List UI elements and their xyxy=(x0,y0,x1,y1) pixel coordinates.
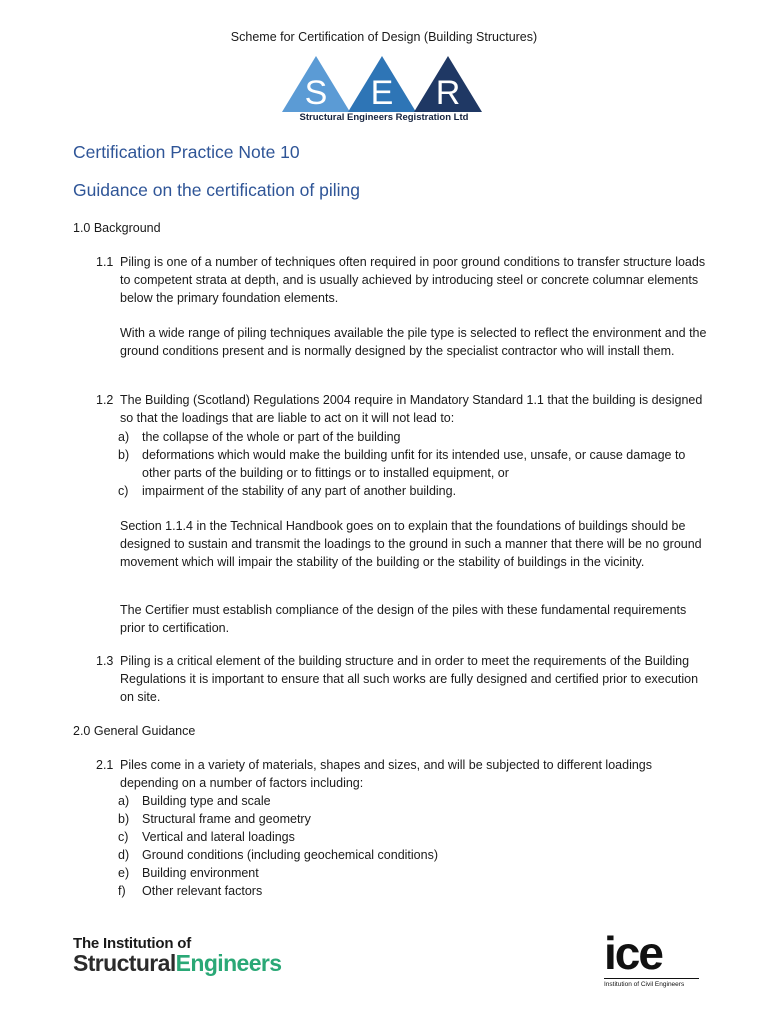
ice-logo xyxy=(604,927,699,992)
pile-factors-list xyxy=(118,792,708,900)
istructe-logo-line2: StructuralEngineers xyxy=(73,950,282,976)
paragraph-2-1 xyxy=(96,756,706,792)
list-item: b) deformations which would make the building unfit for its intended use, unsafe, or cause damage to other parts of the building or to fittings or to installed equipment, or xyxy=(118,448,686,480)
paragraph-text: Piling is a critical element of the building structure and in order to meet the requirements of the Building Regulations it is important to ensure that all such works are fully designed and certified prior to execution on site. xyxy=(120,654,699,704)
ice-logo-wordmark: ice xyxy=(604,927,662,979)
list-item: a) the collapse of the whole or part of the building xyxy=(118,430,401,444)
list-item: c) impairment of the stability of any part of another building. xyxy=(118,484,457,498)
ser-logo-caption: Structural Engineers Registration Ltd xyxy=(299,112,469,123)
paragraph-number: 1.3 xyxy=(96,654,114,668)
list-item: b) Structural frame and geometry xyxy=(118,812,311,826)
paragraph-1-1 xyxy=(96,253,706,307)
practice-note-title: Certification Practice Note 10 xyxy=(73,142,300,162)
list-item: c) Vertical and lateral loadings xyxy=(118,830,295,844)
list-item: f) Other relevant factors xyxy=(118,884,263,898)
paragraph-number: 2.1 xyxy=(96,758,114,772)
paragraph-1-1-continued: With a wide range of piling techniques available the pile type is selected to reflect the environment and the ground conditions present and is normally designed by the specialist contractor who will install them. xyxy=(120,326,707,358)
list-item: a) Building type and scale xyxy=(118,794,271,808)
section-heading-background: 1.0 Background xyxy=(73,221,161,235)
istructe-logo xyxy=(73,935,333,985)
list-item: d) Ground conditions (including geochemical conditions) xyxy=(118,848,439,862)
paragraph-1-2 xyxy=(96,391,706,427)
list-item: e) Building environment xyxy=(118,866,259,880)
ser-letter-s: S xyxy=(304,74,328,112)
paragraph-text: Piling is one of a number of techniques often required in poor ground conditions to transfer structure loads to competent strata at depth, and is usually achieved by introducing steel or concrete columnar elements below the primary foundation elements. xyxy=(120,255,706,305)
paragraph-1-2-section-1-1-4: Section 1.1.4 in the Technical Handbook goes on to explain that the foundations of buildings should be designed to sustain and transmit the loadings to the ground in such a manner that there will be no ground movement which will impair the stability of the building or the stability of buildings in the vicinity. xyxy=(120,519,702,569)
paragraph-number: 1.2 xyxy=(96,393,114,407)
paragraph-1-3 xyxy=(96,652,706,706)
ice-logo-caption: Institution of Civil Engineers xyxy=(604,978,699,988)
paragraph-text: The Building (Scotland) Regulations 2004 require in Mandatory Standard 1.1 that the building is designed so that the loadings that are liable to act on it will not lead to: xyxy=(120,393,703,425)
ser-letter-r: R xyxy=(435,74,461,112)
document-subtitle: Guidance on the certification of piling xyxy=(73,180,360,200)
regulation-criteria-list xyxy=(118,428,708,500)
section-heading-general-guidance: 2.0 General Guidance xyxy=(73,724,196,738)
istructe-logo-line1: The Institution of xyxy=(73,935,192,952)
paragraph-1-2-certifier: The Certifier must establish compliance of the design of the piles with these fundamental requirements prior to certification. xyxy=(120,603,687,635)
paragraph-number: 1.1 xyxy=(96,255,114,269)
ser-letter-e: E xyxy=(370,74,394,112)
paragraph-text: Piles come in a variety of materials, shapes and sizes, and will be subjected to different loadings depending on a number of factors including: xyxy=(120,758,653,790)
scheme-title: Scheme for Certification of Design (Building Structures) xyxy=(230,30,538,44)
